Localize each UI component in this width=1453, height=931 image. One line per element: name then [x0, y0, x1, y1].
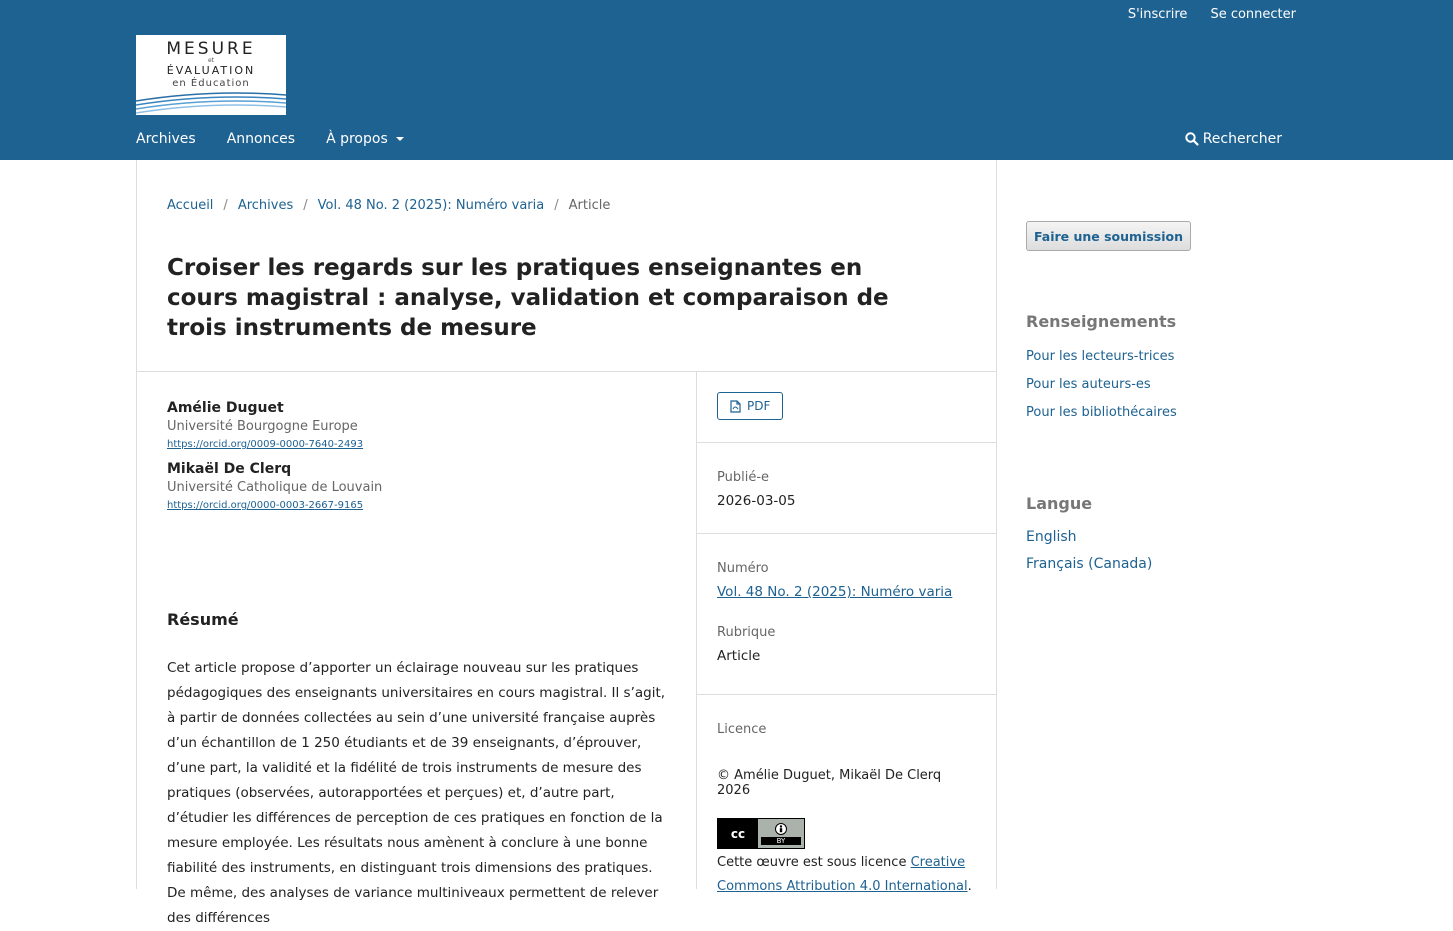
pdf-label: PDF: [747, 399, 771, 413]
licence-text: [717, 851, 977, 899]
cc-by-part: [758, 819, 804, 848]
issue-block: [697, 534, 997, 695]
breadcrumb-separator: /: [223, 198, 228, 213]
pdf-button[interactable]: [717, 392, 783, 420]
login-link[interactable]: Se connecter: [1210, 7, 1296, 22]
galley-block: [697, 372, 997, 443]
cc-by-badge[interactable]: [717, 818, 805, 849]
breadcrumb-current: Article: [568, 198, 611, 213]
user-nav: [1128, 7, 1296, 22]
nav-archives[interactable]: Archives: [136, 131, 196, 147]
section-label: Rubrique: [717, 625, 776, 640]
language-links: [1026, 529, 1152, 572]
authors-list: [167, 400, 667, 522]
author-name: Mikaël De Clerq: [167, 461, 292, 477]
breadcrumb-separator: /: [554, 198, 559, 213]
logo-line-1: MESURE: [166, 39, 256, 59]
language-heading: Langue: [1026, 494, 1093, 513]
info-heading: Renseignements: [1026, 312, 1177, 331]
journal-logo[interactable]: [136, 35, 286, 115]
link-librarians[interactable]: Pour les bibliothécaires: [1026, 405, 1177, 420]
licence-link[interactable]: Creative Commons Attribution 4.0 International: [717, 855, 968, 894]
licence-prefix: Cette œuvre est sous licence: [717, 855, 911, 870]
site-header: [0, 0, 1453, 160]
copyright-text: © Amélie Duguet, Mikaël De Clerq 2026: [717, 768, 942, 798]
section-value: Article: [717, 648, 761, 664]
author-orcid-link[interactable]: https://orcid.org/0009-0000-7640-2493: [167, 439, 364, 450]
article-details: [697, 372, 997, 899]
logo-waves: [136, 87, 286, 115]
cc-by-label: BY: [761, 837, 801, 845]
article-panel: [136, 160, 997, 926]
author-entry: [167, 461, 667, 511]
issue-link[interactable]: Vol. 48 No. 2 (2025): Numéro varia: [717, 584, 953, 600]
abstract-text: Cet article propose d’apporter un éclairage nouveau sur les pratiques pédagogiques des enseignants universitaires en cours magistral. Il s’agit, à partir de données collectées au sein d’une université française auprès d’un échantillon de 1 250 étudiants et de 39 enseignants, d’éprouver, d’une part, la validité et la fidélité de trois instruments de mesure des pratiques (observées, autorapportées et perçues) et, d’autre part, d’étudier les différences de perception de ces pratiques en fonction de la mesure employée. Les résultats nous amènent à conclure à une bonne fiabilité des instruments, en distinguant trois dimensions des pratiques. De même, des analyses de variance multiniveaux permettent de relever des différences: [167, 660, 666, 926]
author-name: Amélie Duguet: [167, 400, 284, 416]
person-icon: [775, 823, 787, 835]
search-icon: [1185, 132, 1199, 146]
make-submission-button[interactable]: Faire une soumission: [1026, 221, 1191, 251]
lang-english[interactable]: English: [1026, 529, 1077, 545]
published-date: 2026-03-05: [717, 493, 796, 509]
register-link[interactable]: S'inscrire: [1127, 7, 1188, 22]
nav-about-label: À propos: [326, 131, 388, 147]
licence-label: Licence: [717, 722, 767, 737]
published-label: Publié-e: [717, 470, 770, 485]
caret-down-icon: [396, 137, 404, 141]
author-affiliation: Université Catholique de Louvain: [167, 480, 383, 495]
breadcrumb-separator: /: [303, 198, 308, 213]
author-entry: [167, 400, 667, 450]
article-title: Croiser les regards sur les pratiques enseignantes en cours magistral : analyse, validation et comparaison de trois instruments de mesure: [167, 255, 889, 341]
nav-about[interactable]: [326, 131, 404, 147]
breadcrumb-archives[interactable]: Archives: [237, 198, 294, 213]
author-orcid-link[interactable]: https://orcid.org/0000-0003-2667-9165: [167, 500, 364, 511]
licence-suffix: .: [967, 879, 972, 894]
link-readers[interactable]: Pour les lecteurs-trices: [1026, 349, 1175, 364]
author-affiliation: Université Bourgogne Europe: [167, 419, 358, 434]
breadcrumb-home[interactable]: Accueil: [167, 198, 214, 213]
search-label: Rechercher: [1202, 131, 1282, 147]
search-link[interactable]: [1185, 131, 1282, 147]
logo-line-2: et: [207, 57, 215, 64]
link-authors[interactable]: Pour les auteurs-es: [1026, 377, 1151, 392]
file-pdf-icon: [730, 400, 741, 413]
main-nav: [136, 131, 435, 147]
nav-announcements[interactable]: Annonces: [226, 131, 296, 147]
logo-line-3: ÉVALUATION: [166, 64, 256, 77]
info-links: [1026, 349, 1177, 420]
issue-label: Numéro: [717, 561, 769, 576]
logo-line-4: en Éducation: [172, 78, 250, 89]
published-block: [697, 443, 997, 534]
abstract-heading: Résumé: [167, 610, 239, 629]
licence-block: [697, 695, 997, 899]
breadcrumb-issue[interactable]: Vol. 48 No. 2 (2025): Numéro varia: [317, 198, 545, 213]
breadcrumb: [167, 198, 610, 213]
lang-french-canada[interactable]: Français (Canada): [1026, 556, 1153, 572]
cc-icon: cc: [718, 819, 758, 848]
